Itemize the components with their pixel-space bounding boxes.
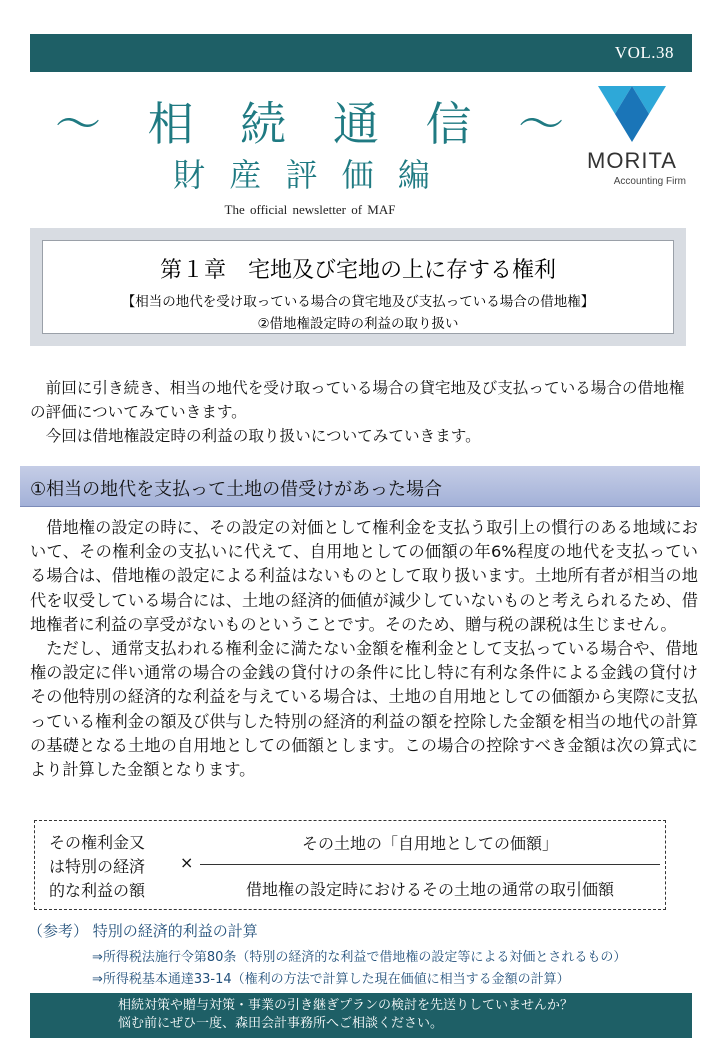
morita-logo — [578, 82, 688, 192]
formula-numerator: その土地の「自用地としての価額」 — [301, 834, 558, 853]
section-heading-text: ①相当の地代を支払って土地の借受けがあった場合 — [30, 479, 442, 500]
section-paragraph-2: ただし、通常支払われる権利金に満たない金額を権利金として支払っている場合や、借地権の設定に伴い通常の場合の金銭の貸付けの条件に比し特に有利な条件による金銭の貸付けその他特別の経済的な利益を与えている場合は、土地の自用地としての価額から実際に支払っている権利金の額及び供与した特別の経済的利益の額を控除した金額を相当の地代の計算の基礎となる土地の自用地としての価額とします。この場合の控除すべき金額は次の算式により計算した金額となります。 — [30, 639, 698, 780]
formula-fraction-line — [200, 864, 660, 865]
reference-line-2: ⇒所得税基本通達33-14（権利の方法で計算した現在価値に相当する金額の計算） — [92, 972, 570, 987]
chapter-title: 第１章 宅地及び宅地の上に存する権利 — [159, 258, 556, 283]
section-body — [30, 516, 698, 782]
logo-subtitle: Accounting Firm — [613, 176, 686, 187]
formula-left-line-2: は特別の経済 — [49, 857, 146, 876]
intro-paragraph-2: 今回は借地権設定時の利益の取り扱いについてみていきます。 — [45, 427, 481, 445]
formula-left-term — [49, 831, 179, 903]
header-bar — [30, 34, 692, 72]
intro-paragraph-1: 前回に引き続き、相当の地代を受け取っている場合の貸宅地及び支払っている場合の借地権の評価についてみていきます。 — [30, 379, 685, 421]
section-heading — [20, 466, 700, 507]
formula-left-line-3: 的な利益の額 — [49, 881, 146, 900]
tagline: The official newsletter of MAF — [224, 202, 396, 217]
footer-bar — [30, 993, 692, 1038]
footer-line-2: 悩む前にぜひ一度、森田会計事務所へご相談ください。 — [118, 1016, 444, 1031]
reference-line-1: ⇒所得税法施行令第80条（特別の経済的な利益で借地権の設定等による対価とされるもの） — [92, 950, 627, 965]
formula-denominator: 借地権の設定時におけるその土地の通常の取引価額 — [245, 880, 614, 899]
intro-text — [30, 376, 692, 448]
formula-times-sign: × — [180, 853, 194, 872]
logo-name: MORITA — [587, 148, 677, 173]
volume-number: VOL.38 — [614, 43, 674, 62]
chapter-box — [30, 228, 686, 346]
newsletter-subtitle: 財 産 評 価 編 — [173, 156, 437, 194]
logo-mark-icon — [596, 84, 668, 146]
formula-left-line-1: その権利金又 — [49, 833, 146, 852]
chapter-subtitle-2: ②借地権設定時の利益の取り扱い — [257, 316, 459, 332]
footer-line-1: 相続対策や贈与対策・事業の引き継ぎプランの検討を先送りしていませんか？ — [118, 998, 574, 1013]
formula-box — [34, 820, 666, 910]
newsletter-title: ～ 相 続 通 信 ～ — [55, 97, 581, 151]
section-paragraph-1: 借地権の設定の時に、その設定の対価として権利金を支払う取引上の慣行のある地域において、その権利金の支払いに代えて、自用地としての価額の年6%程度の地代を支払っている場合は、借地権の設定による利益はないものとして取り扱います。土地所有者が相当の地代を収受している場合には、土地の経済的価値が減少していないものと考えられるため、借地権者に利益の享受がないものということです。そのため、贈与税の課税は生じません。 — [30, 518, 698, 634]
chapter-subtitle-1: 【相当の地代を受け取っている場合の貸宅地及び支払っている場合の借地権】 — [121, 294, 595, 310]
chapter-inner — [42, 240, 674, 334]
reference-title: （参考） 特別の経済的利益の計算 — [28, 922, 258, 940]
